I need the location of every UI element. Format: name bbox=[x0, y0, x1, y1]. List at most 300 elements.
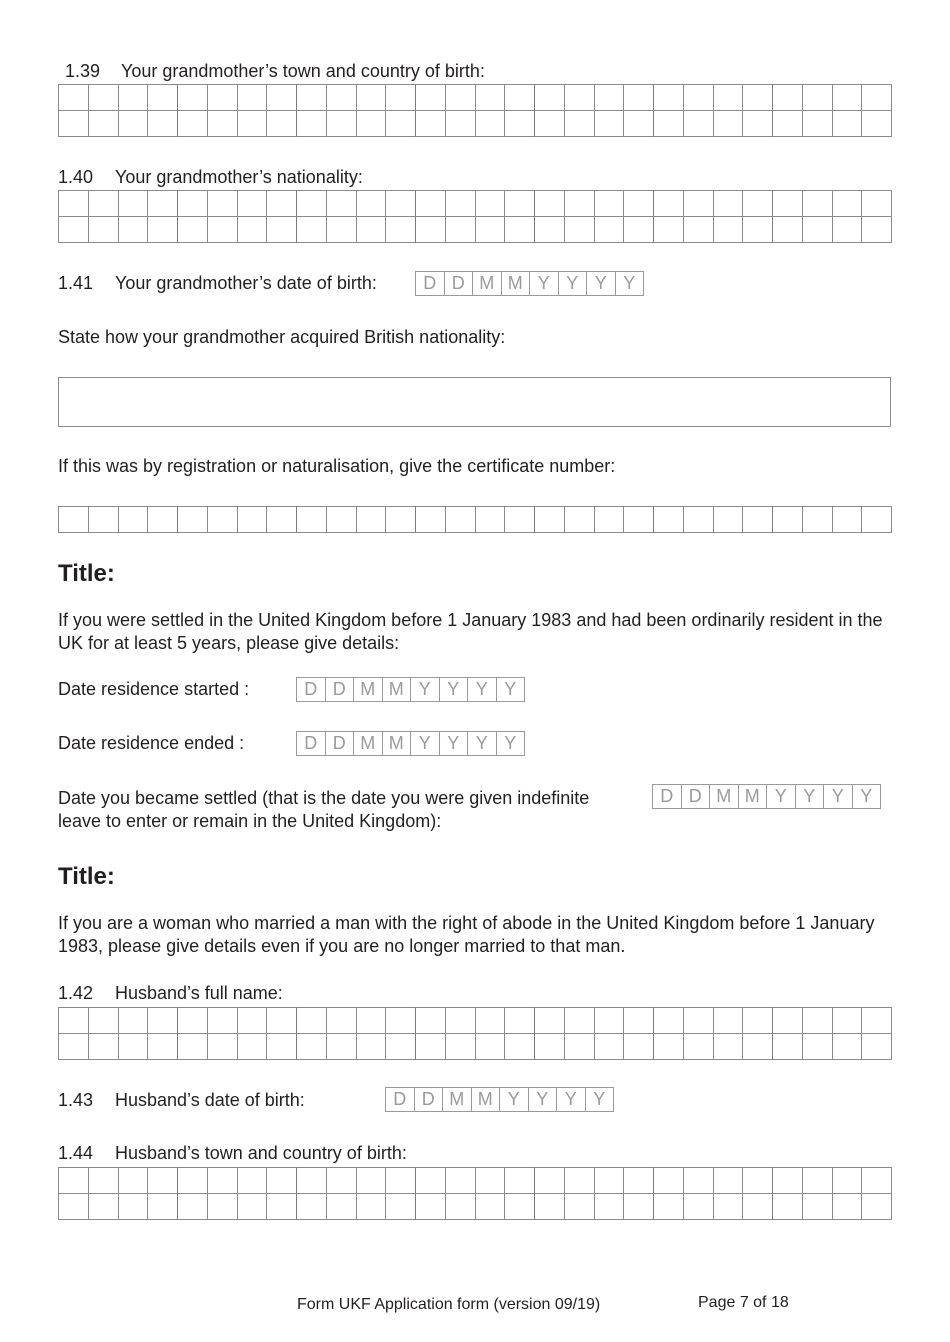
char-box[interactable] bbox=[653, 110, 684, 137]
char-box[interactable] bbox=[147, 1193, 178, 1220]
char-box[interactable] bbox=[445, 1193, 476, 1220]
char-box[interactable] bbox=[683, 1167, 714, 1194]
char-box[interactable] bbox=[445, 506, 476, 533]
char-box[interactable] bbox=[564, 216, 595, 243]
char-box[interactable] bbox=[296, 506, 327, 533]
char-box[interactable] bbox=[534, 1007, 565, 1034]
char-box[interactable] bbox=[88, 110, 119, 137]
char-box[interactable] bbox=[385, 110, 416, 137]
date-digit-box[interactable]: Y bbox=[852, 784, 882, 809]
date-digit-box[interactable]: Y bbox=[615, 271, 645, 296]
char-box[interactable] bbox=[713, 1167, 744, 1194]
char-box[interactable] bbox=[772, 1007, 803, 1034]
char-box[interactable] bbox=[58, 216, 89, 243]
char-box[interactable] bbox=[534, 84, 565, 111]
char-box[interactable] bbox=[266, 1033, 297, 1060]
char-box[interactable] bbox=[534, 110, 565, 137]
char-box[interactable] bbox=[118, 1193, 149, 1220]
char-box[interactable] bbox=[475, 506, 506, 533]
char-box[interactable] bbox=[177, 1167, 208, 1194]
char-box[interactable] bbox=[623, 190, 654, 217]
char-box[interactable] bbox=[415, 1167, 446, 1194]
char-box[interactable] bbox=[326, 216, 357, 243]
char-box[interactable] bbox=[861, 1033, 892, 1060]
date-digit-box[interactable]: Y bbox=[795, 784, 825, 809]
char-box[interactable] bbox=[683, 84, 714, 111]
date-digit-box[interactable]: Y bbox=[410, 731, 440, 756]
char-box[interactable] bbox=[147, 1033, 178, 1060]
char-box[interactable] bbox=[385, 216, 416, 243]
char-box[interactable] bbox=[861, 216, 892, 243]
char-box[interactable] bbox=[802, 1033, 833, 1060]
char-box[interactable] bbox=[296, 84, 327, 111]
char-box[interactable] bbox=[237, 190, 268, 217]
q139-char-grid[interactable] bbox=[58, 84, 891, 138]
char-box[interactable] bbox=[683, 110, 714, 137]
char-box[interactable] bbox=[385, 506, 416, 533]
char-box[interactable] bbox=[683, 216, 714, 243]
char-box[interactable] bbox=[207, 190, 238, 217]
char-box[interactable] bbox=[445, 216, 476, 243]
char-box[interactable] bbox=[772, 190, 803, 217]
char-box[interactable] bbox=[237, 1007, 268, 1034]
char-box[interactable] bbox=[623, 1007, 654, 1034]
char-box[interactable] bbox=[326, 1167, 357, 1194]
char-box[interactable] bbox=[772, 506, 803, 533]
char-box[interactable] bbox=[207, 84, 238, 111]
char-box[interactable] bbox=[356, 110, 387, 137]
char-box[interactable] bbox=[266, 84, 297, 111]
char-box[interactable] bbox=[207, 1033, 238, 1060]
date-digit-box[interactable]: M bbox=[353, 677, 383, 702]
char-box[interactable] bbox=[237, 110, 268, 137]
char-box[interactable] bbox=[504, 190, 535, 217]
char-box[interactable] bbox=[594, 216, 625, 243]
char-box[interactable] bbox=[534, 216, 565, 243]
date-digit-box[interactable]: D bbox=[325, 677, 355, 702]
char-box[interactable] bbox=[147, 1167, 178, 1194]
char-box[interactable] bbox=[742, 1007, 773, 1034]
char-box[interactable] bbox=[832, 1033, 863, 1060]
q141-date-input[interactable] bbox=[415, 271, 644, 296]
char-box[interactable] bbox=[861, 110, 892, 137]
char-box[interactable] bbox=[385, 1007, 416, 1034]
char-box[interactable] bbox=[177, 1193, 208, 1220]
char-box[interactable] bbox=[861, 1193, 892, 1220]
char-box[interactable] bbox=[326, 1007, 357, 1034]
residence-started-date-input[interactable] bbox=[296, 677, 525, 702]
char-box[interactable] bbox=[713, 1193, 744, 1220]
char-box[interactable] bbox=[118, 84, 149, 111]
char-box[interactable] bbox=[772, 1033, 803, 1060]
date-digit-box[interactable]: Y bbox=[496, 731, 526, 756]
char-box[interactable] bbox=[772, 1167, 803, 1194]
date-digit-box[interactable]: D bbox=[652, 784, 682, 809]
char-box[interactable] bbox=[534, 1167, 565, 1194]
char-box[interactable] bbox=[445, 190, 476, 217]
char-box[interactable] bbox=[623, 1193, 654, 1220]
char-box[interactable] bbox=[802, 110, 833, 137]
char-box[interactable] bbox=[594, 110, 625, 137]
char-box[interactable] bbox=[207, 1167, 238, 1194]
date-digit-box[interactable]: M bbox=[442, 1087, 472, 1112]
char-box[interactable] bbox=[742, 190, 773, 217]
char-box[interactable] bbox=[207, 110, 238, 137]
char-box[interactable] bbox=[237, 84, 268, 111]
char-box[interactable] bbox=[504, 110, 535, 137]
char-box[interactable] bbox=[832, 1193, 863, 1220]
char-box[interactable] bbox=[177, 190, 208, 217]
char-box[interactable] bbox=[88, 216, 119, 243]
date-digit-box[interactable]: D bbox=[681, 784, 711, 809]
date-digit-box[interactable]: Y bbox=[467, 731, 497, 756]
char-box[interactable] bbox=[832, 1007, 863, 1034]
char-box[interactable] bbox=[415, 190, 446, 217]
char-box[interactable] bbox=[385, 84, 416, 111]
date-digit-box[interactable]: D bbox=[385, 1087, 415, 1112]
char-box[interactable] bbox=[385, 190, 416, 217]
char-box[interactable] bbox=[88, 506, 119, 533]
char-box[interactable] bbox=[861, 506, 892, 533]
char-box[interactable] bbox=[147, 84, 178, 111]
date-digit-box[interactable]: Y bbox=[823, 784, 853, 809]
char-box[interactable] bbox=[742, 1167, 773, 1194]
char-box[interactable] bbox=[653, 1193, 684, 1220]
char-box[interactable] bbox=[683, 1007, 714, 1034]
char-box[interactable] bbox=[623, 84, 654, 111]
char-box[interactable] bbox=[564, 190, 595, 217]
char-box[interactable] bbox=[237, 216, 268, 243]
char-box[interactable] bbox=[296, 216, 327, 243]
char-box[interactable] bbox=[861, 84, 892, 111]
char-box[interactable] bbox=[475, 1007, 506, 1034]
date-digit-box[interactable]: Y bbox=[496, 677, 526, 702]
char-box[interactable] bbox=[88, 190, 119, 217]
char-box[interactable] bbox=[147, 216, 178, 243]
char-box[interactable] bbox=[504, 1007, 535, 1034]
char-box[interactable] bbox=[861, 190, 892, 217]
char-box[interactable] bbox=[742, 84, 773, 111]
char-box[interactable] bbox=[504, 1193, 535, 1220]
char-box[interactable] bbox=[266, 506, 297, 533]
char-box[interactable] bbox=[653, 1007, 684, 1034]
char-box[interactable] bbox=[445, 1007, 476, 1034]
char-box[interactable] bbox=[356, 506, 387, 533]
char-box[interactable] bbox=[534, 506, 565, 533]
char-box[interactable] bbox=[147, 190, 178, 217]
char-box[interactable] bbox=[356, 1007, 387, 1034]
char-box[interactable] bbox=[802, 216, 833, 243]
char-box[interactable] bbox=[594, 84, 625, 111]
char-box[interactable] bbox=[713, 84, 744, 111]
char-box[interactable] bbox=[266, 110, 297, 137]
char-box[interactable] bbox=[147, 1007, 178, 1034]
char-box[interactable] bbox=[118, 216, 149, 243]
char-box[interactable] bbox=[296, 1193, 327, 1220]
char-box[interactable] bbox=[118, 1007, 149, 1034]
char-box[interactable] bbox=[475, 1167, 506, 1194]
date-digit-box[interactable]: M bbox=[501, 271, 531, 296]
char-box[interactable] bbox=[266, 1167, 297, 1194]
char-box[interactable] bbox=[356, 84, 387, 111]
char-box[interactable] bbox=[415, 506, 446, 533]
date-digit-box[interactable]: Y bbox=[499, 1087, 529, 1112]
char-box[interactable] bbox=[177, 506, 208, 533]
char-box[interactable] bbox=[683, 1033, 714, 1060]
char-box[interactable] bbox=[326, 84, 357, 111]
date-digit-box[interactable]: Y bbox=[439, 731, 469, 756]
char-box[interactable] bbox=[475, 1193, 506, 1220]
char-box[interactable] bbox=[147, 506, 178, 533]
char-box[interactable] bbox=[475, 84, 506, 111]
char-box[interactable] bbox=[237, 1167, 268, 1194]
date-digit-box[interactable]: D bbox=[444, 271, 474, 296]
char-box[interactable] bbox=[713, 216, 744, 243]
char-box[interactable] bbox=[534, 1193, 565, 1220]
char-box[interactable] bbox=[594, 506, 625, 533]
char-box[interactable] bbox=[88, 84, 119, 111]
char-box[interactable] bbox=[177, 216, 208, 243]
char-box[interactable] bbox=[713, 190, 744, 217]
char-box[interactable] bbox=[415, 84, 446, 111]
char-box[interactable] bbox=[58, 110, 89, 137]
char-box[interactable] bbox=[713, 1007, 744, 1034]
char-box[interactable] bbox=[653, 1167, 684, 1194]
char-box[interactable] bbox=[832, 110, 863, 137]
date-digit-box[interactable]: Y bbox=[556, 1087, 586, 1112]
char-box[interactable] bbox=[504, 506, 535, 533]
char-box[interactable] bbox=[623, 506, 654, 533]
date-digit-box[interactable]: M bbox=[382, 677, 412, 702]
char-box[interactable] bbox=[177, 1033, 208, 1060]
date-digit-box[interactable]: Y bbox=[585, 1087, 615, 1112]
char-box[interactable] bbox=[653, 1033, 684, 1060]
char-box[interactable] bbox=[326, 1033, 357, 1060]
char-box[interactable] bbox=[504, 1033, 535, 1060]
char-box[interactable] bbox=[683, 1193, 714, 1220]
char-box[interactable] bbox=[713, 506, 744, 533]
char-box[interactable] bbox=[58, 1193, 89, 1220]
char-box[interactable] bbox=[88, 1193, 119, 1220]
char-box[interactable] bbox=[742, 1033, 773, 1060]
char-box[interactable] bbox=[415, 1033, 446, 1060]
q140-char-grid[interactable] bbox=[58, 190, 891, 244]
char-box[interactable] bbox=[832, 1167, 863, 1194]
char-box[interactable] bbox=[475, 190, 506, 217]
char-box[interactable] bbox=[534, 1033, 565, 1060]
char-box[interactable] bbox=[564, 506, 595, 533]
char-box[interactable] bbox=[88, 1007, 119, 1034]
date-digit-box[interactable]: D bbox=[325, 731, 355, 756]
char-box[interactable] bbox=[296, 190, 327, 217]
char-box[interactable] bbox=[832, 506, 863, 533]
char-box[interactable] bbox=[207, 1007, 238, 1034]
date-digit-box[interactable]: Y bbox=[766, 784, 796, 809]
char-box[interactable] bbox=[742, 216, 773, 243]
char-box[interactable] bbox=[504, 1167, 535, 1194]
char-box[interactable] bbox=[58, 1033, 89, 1060]
char-box[interactable] bbox=[147, 110, 178, 137]
char-box[interactable] bbox=[623, 216, 654, 243]
date-digit-box[interactable]: Y bbox=[439, 677, 469, 702]
char-box[interactable] bbox=[118, 190, 149, 217]
char-box[interactable] bbox=[58, 190, 89, 217]
char-box[interactable] bbox=[564, 1007, 595, 1034]
char-box[interactable] bbox=[802, 506, 833, 533]
date-digit-box[interactable]: D bbox=[296, 731, 326, 756]
char-box[interactable] bbox=[623, 1167, 654, 1194]
acquired-textbox[interactable] bbox=[58, 377, 891, 427]
char-box[interactable] bbox=[713, 110, 744, 137]
char-box[interactable] bbox=[832, 84, 863, 111]
date-digit-box[interactable]: Y bbox=[528, 1087, 558, 1112]
char-box[interactable] bbox=[475, 110, 506, 137]
char-box[interactable] bbox=[802, 1193, 833, 1220]
char-box[interactable] bbox=[118, 110, 149, 137]
char-box[interactable] bbox=[296, 1167, 327, 1194]
q143-date-input[interactable] bbox=[385, 1087, 614, 1112]
char-box[interactable] bbox=[861, 1167, 892, 1194]
char-box[interactable] bbox=[237, 1033, 268, 1060]
char-box[interactable] bbox=[861, 1007, 892, 1034]
char-box[interactable] bbox=[326, 1193, 357, 1220]
char-box[interactable] bbox=[58, 84, 89, 111]
char-box[interactable] bbox=[356, 1193, 387, 1220]
char-box[interactable] bbox=[594, 190, 625, 217]
char-box[interactable] bbox=[58, 506, 89, 533]
char-box[interactable] bbox=[326, 506, 357, 533]
char-box[interactable] bbox=[385, 1193, 416, 1220]
char-box[interactable] bbox=[594, 1033, 625, 1060]
char-box[interactable] bbox=[58, 1007, 89, 1034]
char-box[interactable] bbox=[177, 110, 208, 137]
char-box[interactable] bbox=[802, 84, 833, 111]
char-box[interactable] bbox=[504, 216, 535, 243]
char-box[interactable] bbox=[772, 84, 803, 111]
char-box[interactable] bbox=[594, 1007, 625, 1034]
char-box[interactable] bbox=[445, 1033, 476, 1060]
char-box[interactable] bbox=[177, 84, 208, 111]
char-box[interactable] bbox=[88, 1033, 119, 1060]
char-box[interactable] bbox=[832, 216, 863, 243]
char-box[interactable] bbox=[475, 1033, 506, 1060]
char-box[interactable] bbox=[742, 110, 773, 137]
char-box[interactable] bbox=[504, 84, 535, 111]
char-box[interactable] bbox=[118, 1033, 149, 1060]
char-box[interactable] bbox=[623, 1033, 654, 1060]
char-box[interactable] bbox=[88, 1167, 119, 1194]
char-box[interactable] bbox=[564, 1167, 595, 1194]
char-box[interactable] bbox=[832, 190, 863, 217]
char-box[interactable] bbox=[385, 1167, 416, 1194]
char-box[interactable] bbox=[296, 110, 327, 137]
q142-char-grid[interactable] bbox=[58, 1007, 891, 1061]
char-box[interactable] bbox=[564, 84, 595, 111]
char-box[interactable] bbox=[653, 190, 684, 217]
date-digit-box[interactable]: M bbox=[472, 271, 502, 296]
date-digit-box[interactable]: Y bbox=[586, 271, 616, 296]
char-box[interactable] bbox=[802, 190, 833, 217]
char-box[interactable] bbox=[564, 110, 595, 137]
char-box[interactable] bbox=[683, 190, 714, 217]
char-box[interactable] bbox=[177, 1007, 208, 1034]
char-box[interactable] bbox=[564, 1033, 595, 1060]
char-box[interactable] bbox=[118, 1167, 149, 1194]
date-digit-box[interactable]: Y bbox=[558, 271, 588, 296]
char-box[interactable] bbox=[415, 1193, 446, 1220]
char-box[interactable] bbox=[683, 506, 714, 533]
date-digit-box[interactable]: M bbox=[709, 784, 739, 809]
char-box[interactable] bbox=[58, 1167, 89, 1194]
char-box[interactable] bbox=[623, 110, 654, 137]
char-box[interactable] bbox=[356, 216, 387, 243]
char-box[interactable] bbox=[742, 506, 773, 533]
char-box[interactable] bbox=[118, 506, 149, 533]
char-box[interactable] bbox=[266, 190, 297, 217]
char-box[interactable] bbox=[445, 84, 476, 111]
char-box[interactable] bbox=[296, 1033, 327, 1060]
char-box[interactable] bbox=[594, 1193, 625, 1220]
char-box[interactable] bbox=[653, 216, 684, 243]
char-box[interactable] bbox=[445, 1167, 476, 1194]
char-box[interactable] bbox=[594, 1167, 625, 1194]
char-box[interactable] bbox=[296, 1007, 327, 1034]
certificate-char-grid[interactable] bbox=[58, 506, 891, 533]
char-box[interactable] bbox=[326, 190, 357, 217]
date-digit-box[interactable]: M bbox=[353, 731, 383, 756]
char-box[interactable] bbox=[356, 190, 387, 217]
char-box[interactable] bbox=[475, 216, 506, 243]
char-box[interactable] bbox=[653, 506, 684, 533]
char-box[interactable] bbox=[772, 216, 803, 243]
char-box[interactable] bbox=[713, 1033, 744, 1060]
date-digit-box[interactable]: D bbox=[414, 1087, 444, 1112]
char-box[interactable] bbox=[802, 1007, 833, 1034]
date-digit-box[interactable]: D bbox=[415, 271, 445, 296]
char-box[interactable] bbox=[266, 1007, 297, 1034]
date-digit-box[interactable]: Y bbox=[410, 677, 440, 702]
char-box[interactable] bbox=[415, 216, 446, 243]
char-box[interactable] bbox=[207, 216, 238, 243]
date-digit-box[interactable]: M bbox=[382, 731, 412, 756]
char-box[interactable] bbox=[266, 1193, 297, 1220]
char-box[interactable] bbox=[564, 1193, 595, 1220]
char-box[interactable] bbox=[326, 110, 357, 137]
char-box[interactable] bbox=[237, 506, 268, 533]
char-box[interactable] bbox=[266, 216, 297, 243]
char-box[interactable] bbox=[534, 190, 565, 217]
date-digit-box[interactable]: Y bbox=[467, 677, 497, 702]
char-box[interactable] bbox=[385, 1033, 416, 1060]
char-box[interactable] bbox=[356, 1033, 387, 1060]
char-box[interactable] bbox=[445, 110, 476, 137]
char-box[interactable] bbox=[237, 1193, 268, 1220]
char-box[interactable] bbox=[207, 1193, 238, 1220]
date-digit-box[interactable]: M bbox=[738, 784, 768, 809]
char-box[interactable] bbox=[356, 1167, 387, 1194]
char-box[interactable] bbox=[207, 506, 238, 533]
char-box[interactable] bbox=[415, 1007, 446, 1034]
residence-ended-date-input[interactable] bbox=[296, 731, 525, 756]
date-digit-box[interactable]: M bbox=[471, 1087, 501, 1112]
settled-date-input[interactable] bbox=[652, 784, 881, 809]
char-box[interactable] bbox=[742, 1193, 773, 1220]
char-box[interactable] bbox=[653, 84, 684, 111]
char-box[interactable] bbox=[802, 1167, 833, 1194]
char-box[interactable] bbox=[772, 110, 803, 137]
q144-char-grid[interactable] bbox=[58, 1167, 891, 1221]
date-digit-box[interactable]: Y bbox=[529, 271, 559, 296]
